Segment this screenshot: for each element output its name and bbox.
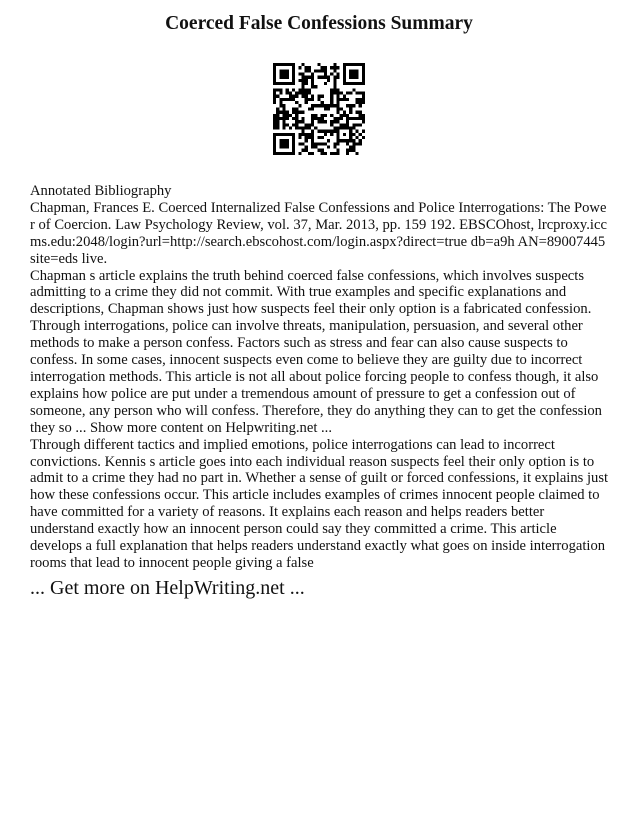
citation: Chapman, Frances E. Coerced Internalized False Confessions and Police Interrogations: The Power of Coercion. Law Psychology Review, vol. 37, Mar. 2013, pp. 159 192. EBSCOhost, lrcproxy.iccms.edu:2048/login?url=http://search.ebscohost.com/login.aspx?direct=true db=a9h AN=89007445 site=eds live. [30,199,607,267]
section-heading: Annotated Bibliography [30,183,172,199]
document-body [30,183,610,572]
page-title: Coerced False Confessions Summary [165,13,473,34]
get-more-link[interactable]: ... Get more on HelpWriting.net ... [30,577,305,599]
qr-code-icon [273,63,365,155]
summary-paragraph-2: Through different tactics and implied emotions, police interrogations can lead to incorrect convictions. Kennis s article goes into each individual reason suspects feel their only option is to admit to a crime they had no part in. Whether a sense of guilt or forced confessions, it explains just how these confessions occur. This article includes examples of crimes innocent people claimed to have committed for a variety of reasons. It explains each reason and helps readers better understand exactly how an innocent person could say they committed a crime. This article develops a full explanation that helps readers understand exactly what goes on inside interrogation rooms that lead to innocent people giving a false [30,436,609,571]
summary-paragraph-1: Chapman s article explains the truth behind coerced false confessions, which involves suspects admitting to a crime they did not commit. With true examples and specific explanations and descriptions, Chapman shows just how suspects feel their only option is a fabricated confession. Through interrogations, police can involve threats, manipulation, persuasion, and several other methods to make a person confess. Factors such as stress and fear can also cause suspects to confess. In some cases, innocent suspects even come to believe they are guilty due to incorrect interrogation methods. This article is not all about police forcing people to confess though, it also explains how police are put under a tremendous amount of pressure to get a confession out of someone, any person who will confess. Therefore, they do anything they can to get the confession they so ... Show more content on Helpwriting.net ... [30,267,602,436]
